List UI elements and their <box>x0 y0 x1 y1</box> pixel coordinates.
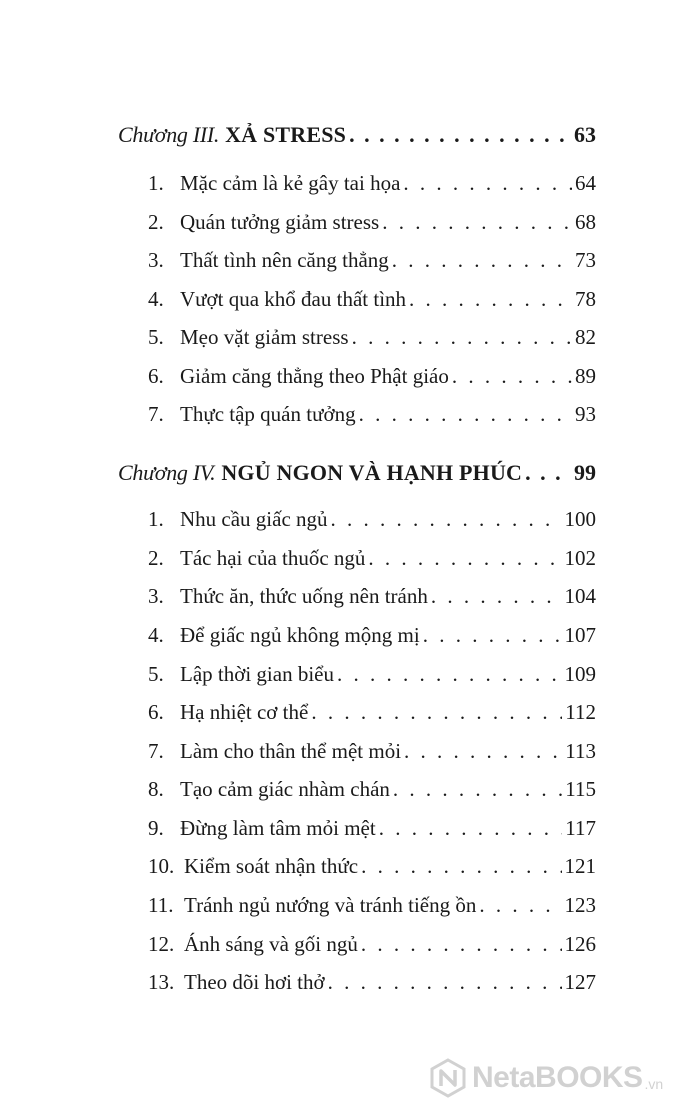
entry-title: Kiểm soát nhận thức <box>184 854 359 878</box>
toc-entry <box>148 621 596 649</box>
entry-number: 1. <box>148 507 164 531</box>
entry-title: Lập thời gian biểu <box>180 662 334 686</box>
toc-entry <box>148 698 596 726</box>
entry-number: 11. <box>148 893 174 917</box>
entry-page-number: 121 <box>564 854 596 878</box>
entry-page-number: 127 <box>564 970 596 994</box>
dot-leader <box>359 400 572 428</box>
dot-leader <box>382 208 572 236</box>
toc-entry <box>148 582 596 610</box>
toc-entry <box>148 400 596 428</box>
entry-page-number: 113 <box>565 739 596 763</box>
toc-entry <box>148 169 596 197</box>
entry-page-number: 126 <box>564 932 596 956</box>
entry-title: Đừng làm tâm mỏi mệt <box>180 816 376 840</box>
dot-leader <box>361 930 562 958</box>
dot-leader <box>525 459 571 487</box>
entry-number: 5. <box>148 325 164 349</box>
dot-leader <box>337 660 562 688</box>
dot-leader <box>392 246 572 274</box>
entry-title: Thất tình nên căng thẳng <box>180 248 389 272</box>
entry-page-number: 73 <box>575 248 596 272</box>
entry-title: Hạ nhiệt cơ thể <box>180 700 309 724</box>
entry-page-number: 117 <box>565 816 596 840</box>
chapter-label: Chương III. <box>118 122 220 147</box>
entry-number: 12. <box>148 932 175 956</box>
entry-number: 1. <box>148 171 164 195</box>
entry-title: Tác hại của thuốc ngủ <box>180 546 366 570</box>
entry-page-number: 82 <box>575 325 596 349</box>
entry-title: Thực tập quán tưởng <box>180 402 356 426</box>
entry-number: 2. <box>148 546 164 570</box>
toc-entry <box>148 660 596 688</box>
entry-number: 7. <box>148 402 164 426</box>
entry-number: 7. <box>148 739 164 763</box>
dot-leader <box>479 891 561 919</box>
entry-number: 3. <box>148 248 164 272</box>
entry-number: 4. <box>148 287 164 311</box>
chapter-label: Chương IV. <box>118 460 216 485</box>
entry-page-number: 89 <box>575 364 596 388</box>
dot-leader <box>331 505 562 533</box>
dot-leader <box>423 621 562 649</box>
toc-entry <box>148 814 596 842</box>
toc-entry <box>148 775 596 803</box>
entry-page-number: 104 <box>564 584 596 608</box>
chapter-page-number: 99 <box>574 460 596 485</box>
entry-number: 2. <box>148 210 164 234</box>
entry-number: 6. <box>148 364 164 388</box>
entry-page-number: 107 <box>564 623 596 647</box>
dot-leader <box>361 852 561 880</box>
toc-entry <box>148 852 596 880</box>
dot-leader <box>431 582 562 610</box>
dot-leader <box>409 285 572 313</box>
watermark-brand: NetaBOOKS <box>472 1061 643 1094</box>
entry-page-number: 100 <box>564 507 596 531</box>
dot-leader <box>311 698 562 726</box>
entry-title: Ánh sáng và gối ngủ <box>184 932 358 956</box>
entry-page-number: 102 <box>564 546 596 570</box>
netabooks-logo-icon <box>428 1058 468 1098</box>
entry-title: Theo dõi hơi thở <box>184 970 325 994</box>
entry-number: 10. <box>148 854 175 878</box>
dot-leader <box>452 362 572 390</box>
dot-leader <box>349 121 571 149</box>
netabooks-watermark <box>428 1058 663 1098</box>
chapter-heading-3 <box>118 121 596 149</box>
toc-entry <box>148 362 596 390</box>
toc-entry <box>148 930 596 958</box>
chapter-page-number: 63 <box>574 122 596 147</box>
entry-page-number: 78 <box>575 287 596 311</box>
dot-leader <box>403 169 572 197</box>
entry-number: 3. <box>148 584 164 608</box>
entry-title: Mẹo vặt giảm stress <box>180 325 349 349</box>
toc-entry <box>148 737 596 765</box>
entry-number: 4. <box>148 623 164 647</box>
toc-entry <box>148 505 596 533</box>
dot-leader <box>352 323 572 351</box>
toc-entry <box>148 246 596 274</box>
entry-title: Vượt qua khổ đau thất tình <box>180 287 407 311</box>
entry-title: Tạo cảm giác nhàm chán <box>180 777 390 801</box>
watermark-suffix: .vn <box>644 1076 664 1092</box>
entry-page-number: 112 <box>565 700 596 724</box>
entry-page-number: 115 <box>565 777 596 801</box>
entry-page-number: 64 <box>575 171 596 195</box>
entry-title: Quán tưởng giảm stress <box>180 210 380 234</box>
entry-page-number: 93 <box>575 402 596 426</box>
entry-number: 6. <box>148 700 164 724</box>
entry-number: 13. <box>148 970 175 994</box>
entry-page-number: 109 <box>564 662 596 686</box>
chapter-title: NGỦ NGON VÀ HẠNH PHÚC <box>221 460 523 485</box>
toc-entry <box>148 968 596 996</box>
chapter-heading-4 <box>118 459 596 487</box>
toc-entry <box>148 544 596 572</box>
entry-title: Thức ăn, thức uống nên tránh <box>180 584 428 608</box>
entry-title: Để giấc ngủ không mộng mị <box>180 623 420 647</box>
entry-number: 8. <box>148 777 164 801</box>
entry-number: 9. <box>148 816 164 840</box>
dot-leader <box>404 737 562 765</box>
toc-entry <box>148 323 596 351</box>
toc-entry <box>148 208 596 236</box>
entry-title: Tránh ngủ nướng và tránh tiếng ồn <box>184 893 477 917</box>
dot-leader <box>393 775 562 803</box>
entry-title: Giảm căng thẳng theo Phật giáo <box>180 364 449 388</box>
toc-entry <box>148 285 596 313</box>
dot-leader <box>379 814 563 842</box>
entry-page-number: 68 <box>575 210 596 234</box>
dot-leader <box>368 544 561 572</box>
toc-entry <box>148 891 596 919</box>
dot-leader <box>328 968 562 996</box>
entry-number: 5. <box>148 662 164 686</box>
entry-title: Làm cho thân thể mệt mỏi <box>180 739 402 763</box>
entry-page-number: 123 <box>564 893 596 917</box>
chapter-title: XẢ STRESS <box>225 122 347 147</box>
entry-title: Mặc cảm là kẻ gây tai họa <box>180 171 401 195</box>
entry-title: Nhu cầu giấc ngủ <box>180 507 328 531</box>
